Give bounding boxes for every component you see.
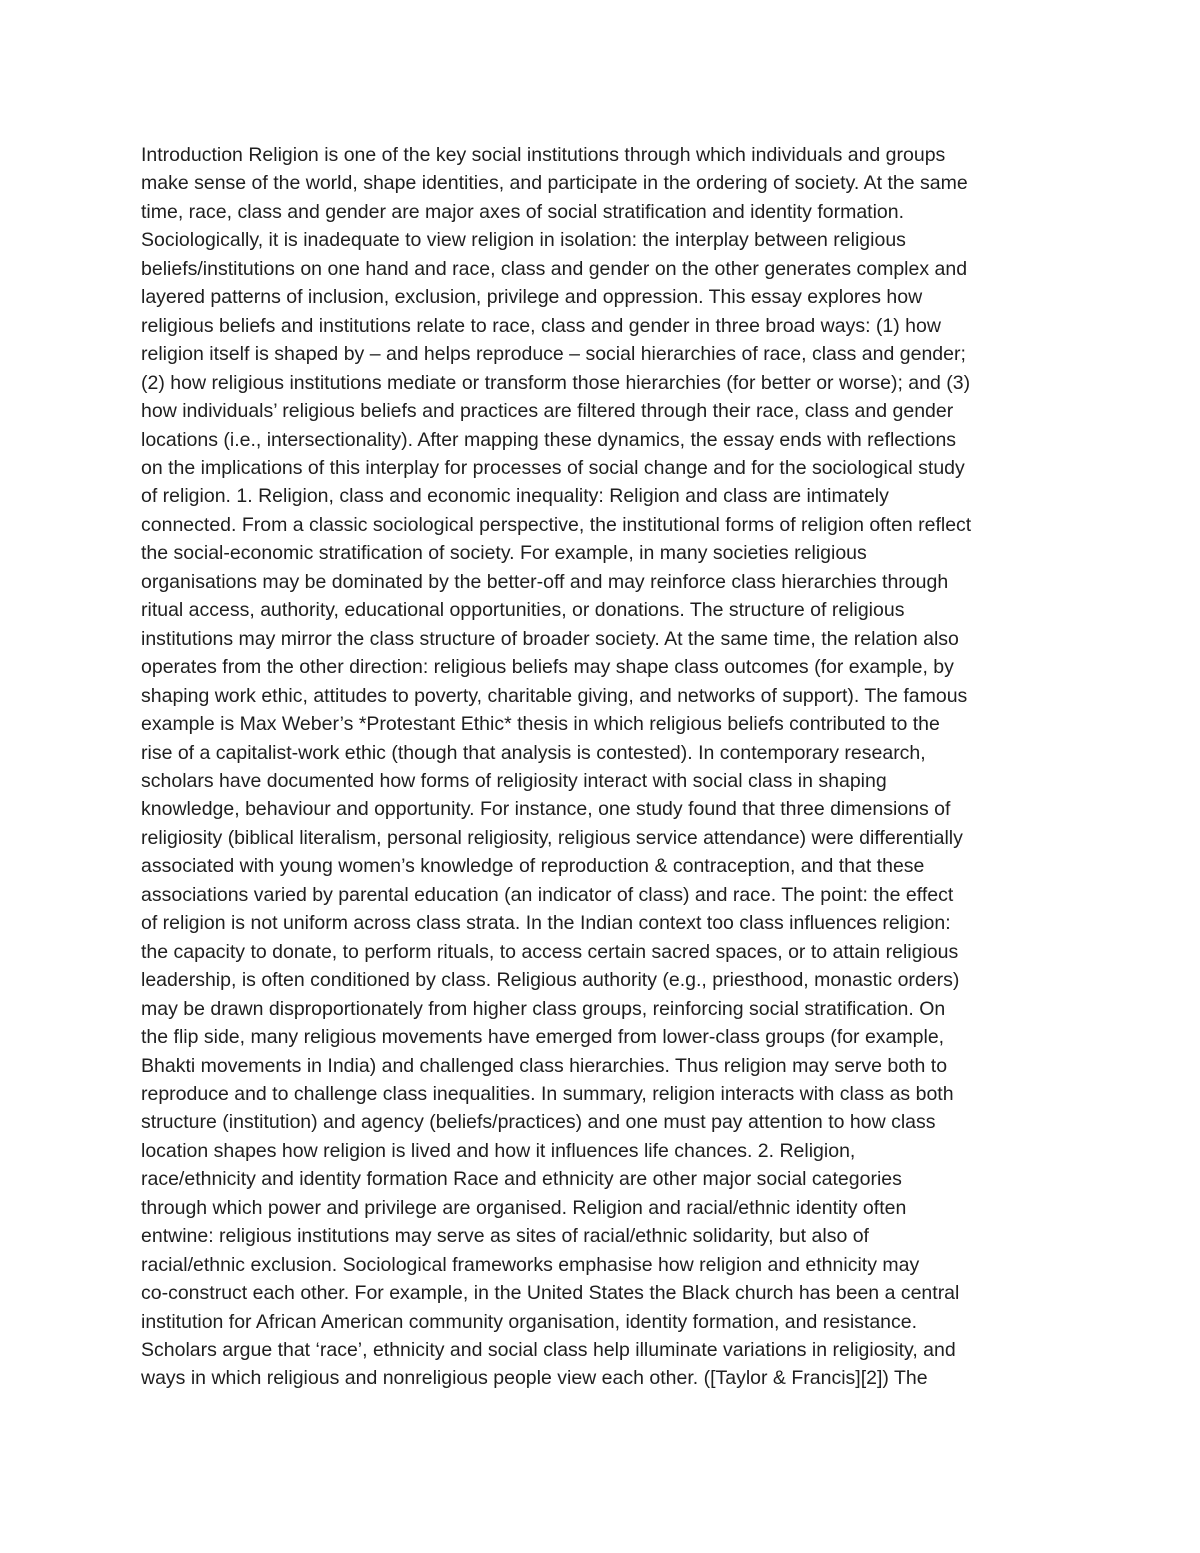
- text-line: connected. From a classic sociological perspective, the institutional forms of religion often reflect: [141, 513, 972, 536]
- text-line: operates from the other direction: religious beliefs may shape class outcomes (for example, by: [141, 656, 954, 679]
- text-line: rise of a capitalist-work ethic (though that analysis is contested). In contemporary research,: [141, 741, 926, 764]
- text-line: entwine: religious institutions may serve as sites of racial/ethnic solidarity, but also of: [141, 1225, 869, 1248]
- text-line: religiosity (biblical literalism, personal religiosity, religious service attendance) were differentially: [141, 826, 963, 849]
- text-line: scholars have documented how forms of religiosity interact with social class in shaping: [141, 769, 887, 792]
- text-line: leadership, is often conditioned by class. Religious authority (e.g., priesthood, monastic orders): [141, 969, 960, 992]
- text-line: religious beliefs and institutions relate to race, class and gender in three broad ways: (1) how: [141, 314, 941, 337]
- text-line: location shapes how religion is lived and how it influences life chances. 2. Religion,: [141, 1139, 856, 1162]
- text-line: organisations may be dominated by the better-off and may reinforce class hierarchies through: [141, 570, 949, 593]
- text-line: religion itself is shaped by – and helps reproduce – social hierarchies of race, class and gender;: [141, 343, 966, 366]
- text-line: ritual access, authority, educational opportunities, or donations. The structure of religious: [141, 599, 905, 622]
- text-line: the capacity to donate, to perform rituals, to access certain sacred spaces, or to attain religious: [141, 940, 959, 963]
- text-line: time, race, class and gender are major axes of social stratification and identity formation.: [141, 200, 905, 223]
- text-line: (2) how religious institutions mediate or transform those hierarchies (for better or worse); and (3): [141, 371, 971, 394]
- text-line: ways in which religious and nonreligious people view each other. ([Taylor & Francis][2]) The: [141, 1367, 928, 1390]
- text-line: institutions may mirror the class structure of broader society. At the same time, the relation also: [141, 627, 959, 650]
- text-line: through which power and privilege are organised. Religion and racial/ethnic identity often: [141, 1196, 907, 1219]
- text-line: structure (institution) and agency (beliefs/practices) and one must pay attention to how class: [141, 1111, 936, 1134]
- text-line: the social-economic stratification of society. For example, in many societies religious: [141, 542, 867, 565]
- text-line: of religion is not uniform across class strata. In the Indian context too class influences religion:: [141, 912, 951, 935]
- text-line: co-construct each other. For example, in the United States the Black church has been a central: [141, 1282, 960, 1305]
- text-line: locations (i.e., intersectionality). After mapping these dynamics, the essay ends with reflections: [141, 428, 957, 451]
- text-line: make sense of the world, shape identities, and participate in the ordering of society. At the same: [141, 172, 968, 195]
- text-line: on the implications of this interplay for processes of social change and for the sociological study: [141, 456, 965, 479]
- text-line: how individuals’ religious beliefs and practices are filtered through their race, class and gender: [141, 400, 954, 423]
- text-line: example is Max Weber’s *Protestant Ethic* thesis in which religious beliefs contributed to the: [141, 713, 940, 736]
- text-line: the flip side, many religious movements have emerged from lower-class groups (for example,: [141, 1026, 945, 1049]
- text-line: associations varied by parental education (an indicator of class) and race. The point: the effect: [141, 883, 954, 906]
- text-line: reproduce and to challenge class inequalities. In summary, religion interacts with class as both: [141, 1082, 954, 1105]
- text-line: beliefs/institutions on one hand and race, class and gender on the other generates complex and: [141, 257, 968, 280]
- text-line: Sociologically, it is inadequate to view religion in isolation: the interplay between religious: [141, 229, 906, 252]
- text-line: Scholars argue that ‘race’, ethnicity and social class help illuminate variations in religiosity, and: [141, 1339, 956, 1362]
- body-text: [141, 141, 1081, 1393]
- text-line: of religion. 1. Religion, class and economic inequality: Religion and class are intimately: [141, 485, 889, 508]
- text-line: racial/ethnic exclusion. Sociological frameworks emphasise how religion and ethnicity may: [141, 1253, 920, 1276]
- text-line: layered patterns of inclusion, exclusion, privilege and oppression. This essay explores how: [141, 286, 923, 309]
- text-line: Bhakti movements in India) and challenged class hierarchies. Thus religion may serve both to: [141, 1054, 948, 1077]
- text-line: associated with young women’s knowledge of reproduction & contraception, and that these: [141, 855, 925, 878]
- text-line: knowledge, behaviour and opportunity. For instance, one study found that three dimensions of: [141, 798, 951, 821]
- text-line: may be drawn disproportionately from higher class groups, reinforcing social stratification. On: [141, 997, 946, 1020]
- text-line: Introduction Religion is one of the key social institutions through which individuals and groups: [141, 144, 946, 166]
- text-line: shaping work ethic, attitudes to poverty, charitable giving, and networks of support). The famous: [141, 684, 968, 707]
- text-line: institution for African American community organisation, identity formation, and resistance.: [141, 1310, 918, 1333]
- text-line: race/ethnicity and identity formation Race and ethnicity are other major social categories: [141, 1168, 902, 1191]
